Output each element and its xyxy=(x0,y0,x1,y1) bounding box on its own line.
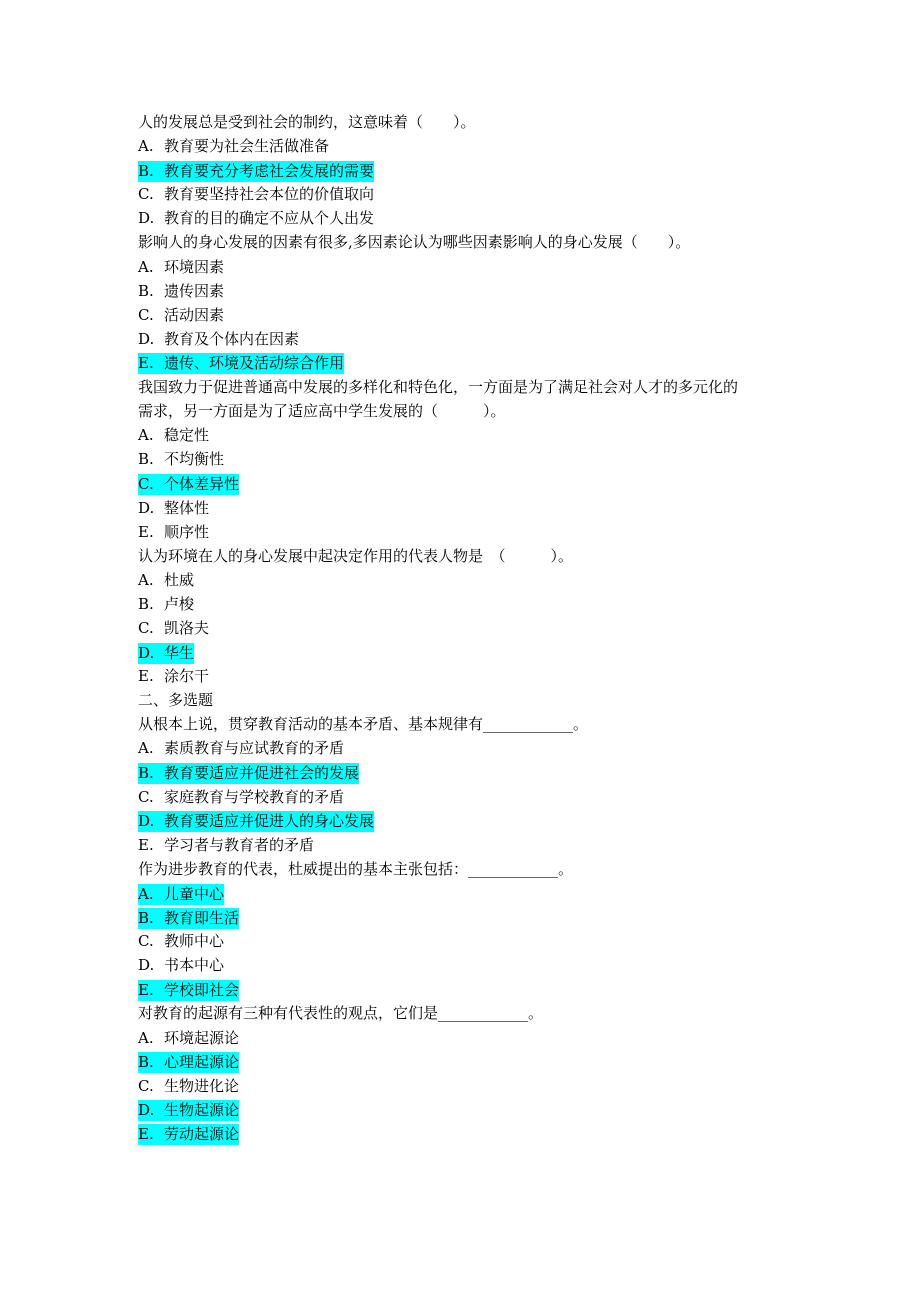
option-letter: A. xyxy=(138,739,154,758)
option-content xyxy=(138,330,299,348)
option-content xyxy=(138,739,344,757)
answer-option xyxy=(138,929,838,953)
option-text: 家庭教育与学校教育的矛盾 xyxy=(164,787,345,806)
answer-option xyxy=(138,1074,838,1098)
answer-option-highlighted xyxy=(138,1050,838,1074)
option-text: 个体差异性 xyxy=(164,474,240,493)
option-content xyxy=(138,1124,239,1145)
option-text: 活动因素 xyxy=(164,305,225,324)
option-content xyxy=(138,643,194,664)
option-text: 顺序性 xyxy=(164,522,210,541)
option-content xyxy=(138,956,224,974)
answer-option-highlighted xyxy=(138,1098,838,1122)
answer-option xyxy=(138,182,838,206)
option-text: 杜威 xyxy=(164,570,195,589)
option-content xyxy=(138,474,239,495)
option-content xyxy=(138,1052,239,1073)
answer-option xyxy=(138,664,838,688)
answer-option-highlighted xyxy=(138,1122,838,1146)
option-content xyxy=(138,788,344,806)
option-content xyxy=(138,353,344,374)
option-letter: C. xyxy=(138,474,154,493)
option-content xyxy=(138,571,194,589)
option-text: 整体性 xyxy=(164,498,210,517)
answer-option-highlighted xyxy=(138,640,838,664)
option-letter: C. xyxy=(138,305,154,324)
option-content xyxy=(138,595,194,613)
option-text: 学习者与教育者的矛盾 xyxy=(164,835,315,854)
answer-option xyxy=(138,327,838,351)
option-text: 涂尔干 xyxy=(164,667,210,686)
option-letter: E. xyxy=(138,667,154,686)
answer-option-highlighted xyxy=(138,761,838,785)
answer-option xyxy=(138,568,838,592)
option-letter: D. xyxy=(138,498,155,517)
answer-option xyxy=(138,1026,838,1050)
option-content xyxy=(138,306,224,324)
question-text: 我国致力于促进普通高中发展的多样化和特色化，一方面是为了满足社会对人才的多元化的 xyxy=(138,378,739,397)
answer-option-highlighted xyxy=(138,809,838,833)
option-content xyxy=(138,932,224,950)
option-letter: C. xyxy=(138,932,154,951)
answer-option xyxy=(138,423,838,447)
document-page xyxy=(138,110,838,1146)
answer-option xyxy=(138,206,838,230)
option-text: 教育即生活 xyxy=(164,908,240,927)
option-text: 心理起源论 xyxy=(164,1053,240,1072)
option-content xyxy=(138,763,359,784)
answer-option xyxy=(138,279,838,303)
option-text: 劳动起源论 xyxy=(164,1125,240,1144)
answer-option xyxy=(138,736,838,760)
question-text: 对教育的起源有三种有代表性的观点，它们是____________。 xyxy=(138,1004,544,1023)
option-letter: A. xyxy=(138,570,154,589)
option-content xyxy=(138,667,209,685)
option-text: 遗传因素 xyxy=(164,281,225,300)
answer-option xyxy=(138,953,838,977)
option-content xyxy=(138,811,374,832)
answer-option-highlighted xyxy=(138,977,838,1001)
answer-option xyxy=(138,447,838,471)
answer-option xyxy=(138,496,838,520)
option-content xyxy=(138,1100,239,1121)
answer-option-highlighted xyxy=(138,881,838,905)
answer-option-highlighted xyxy=(138,158,838,182)
option-letter: B. xyxy=(138,1053,154,1072)
option-text: 教育要适应并促进社会的发展 xyxy=(164,764,360,783)
option-letter: B. xyxy=(138,450,154,469)
option-text: 遗传、环境及活动综合作用 xyxy=(164,354,345,373)
option-content xyxy=(138,450,224,468)
answer-option xyxy=(138,592,838,616)
option-content xyxy=(138,161,374,182)
answer-option xyxy=(138,833,838,857)
answer-option-highlighted xyxy=(138,905,838,929)
answer-option xyxy=(138,616,838,640)
option-content xyxy=(138,209,374,227)
option-text: 环境起源论 xyxy=(164,1028,240,1047)
option-letter: E. xyxy=(138,522,154,541)
option-text: 不均衡性 xyxy=(164,450,225,469)
option-letter: E. xyxy=(138,980,154,999)
option-text: 稳定性 xyxy=(164,426,210,445)
answer-option-highlighted xyxy=(138,471,838,495)
option-letter: B. xyxy=(138,281,154,300)
question-text: 从根本上说，贯穿教育活动的基本矛盾、基本规律有____________。 xyxy=(138,715,589,734)
option-letter: A. xyxy=(138,137,154,156)
option-text: 教育要适应并促进人的身心发展 xyxy=(164,812,375,831)
option-text: 教育要坚持社会本位的价值取向 xyxy=(164,185,375,204)
option-text: 生物起源论 xyxy=(164,1101,240,1120)
option-letter: B. xyxy=(138,161,154,180)
option-content xyxy=(138,836,314,854)
option-letter: C. xyxy=(138,1076,154,1095)
option-content xyxy=(138,884,224,905)
option-text: 儿童中心 xyxy=(164,884,225,903)
option-text: 环境因素 xyxy=(164,257,225,276)
answer-option xyxy=(138,520,838,544)
option-letter: E. xyxy=(138,835,154,854)
option-text: 卢梭 xyxy=(164,594,195,613)
option-text: 生物进化论 xyxy=(164,1076,240,1095)
option-letter: D. xyxy=(138,643,155,662)
option-letter: D. xyxy=(138,812,155,831)
option-content xyxy=(138,523,209,541)
answer-option xyxy=(138,303,838,327)
option-text: 学校即社会 xyxy=(164,980,240,999)
answer-option xyxy=(138,134,838,158)
option-letter: B. xyxy=(138,764,154,783)
option-letter: D. xyxy=(138,209,155,228)
option-content xyxy=(138,282,224,300)
question-text: 认为环境在人的身心发展中起决定作用的代表人物是 （ ）。 xyxy=(138,546,574,565)
option-letter: A. xyxy=(138,884,154,903)
option-text: 教育要充分考虑社会发展的需要 xyxy=(164,161,375,180)
option-content xyxy=(138,619,209,637)
option-content xyxy=(138,499,209,517)
question-text: 作为进步教育的代表，杜威提出的基本主张包括：____________。 xyxy=(138,859,574,878)
option-text: 书本中心 xyxy=(164,956,225,975)
option-content xyxy=(138,426,209,444)
option-letter: C. xyxy=(138,787,154,806)
option-content xyxy=(138,137,329,155)
option-content xyxy=(138,258,224,276)
option-content xyxy=(138,1029,239,1047)
question-text: 二、多选题 xyxy=(138,691,214,710)
option-letter: C. xyxy=(138,618,154,637)
option-content xyxy=(138,1077,239,1095)
option-text: 教师中心 xyxy=(164,932,225,951)
option-text: 教育要为社会生活做准备 xyxy=(164,137,330,156)
option-letter: D. xyxy=(138,1101,155,1120)
answer-option-highlighted xyxy=(138,351,838,375)
question-text: 人的发展总是受到社会的制约，这意味着（ ）。 xyxy=(138,113,476,131)
option-text: 素质教育与应试教育的矛盾 xyxy=(164,739,345,758)
option-text: 华生 xyxy=(164,643,195,662)
question-text: 影响人的身心发展的因素有很多,多因素论认为哪些因素影响人的身心发展（ ）。 xyxy=(138,233,691,252)
answer-option xyxy=(138,255,838,279)
option-content xyxy=(138,980,239,1001)
option-letter: A. xyxy=(138,1028,154,1047)
question-text: 需求，另一方面是为了适应高中学生发展的（ ）。 xyxy=(138,402,506,421)
answer-option xyxy=(138,785,838,809)
option-letter: E. xyxy=(138,354,154,373)
option-letter: B. xyxy=(138,594,154,613)
option-letter: D. xyxy=(138,956,155,975)
option-letter: C. xyxy=(138,185,154,204)
option-letter: A. xyxy=(138,257,154,276)
option-text: 教育及个体内在因素 xyxy=(164,329,300,348)
option-content xyxy=(138,908,239,929)
option-content xyxy=(138,185,374,203)
option-letter: A. xyxy=(138,426,154,445)
option-letter: E. xyxy=(138,1125,154,1144)
option-text: 教育的目的确定不应从个人出发 xyxy=(164,209,375,228)
option-text: 凯洛夫 xyxy=(164,618,210,637)
option-letter: D. xyxy=(138,329,155,348)
option-letter: B. xyxy=(138,908,154,927)
